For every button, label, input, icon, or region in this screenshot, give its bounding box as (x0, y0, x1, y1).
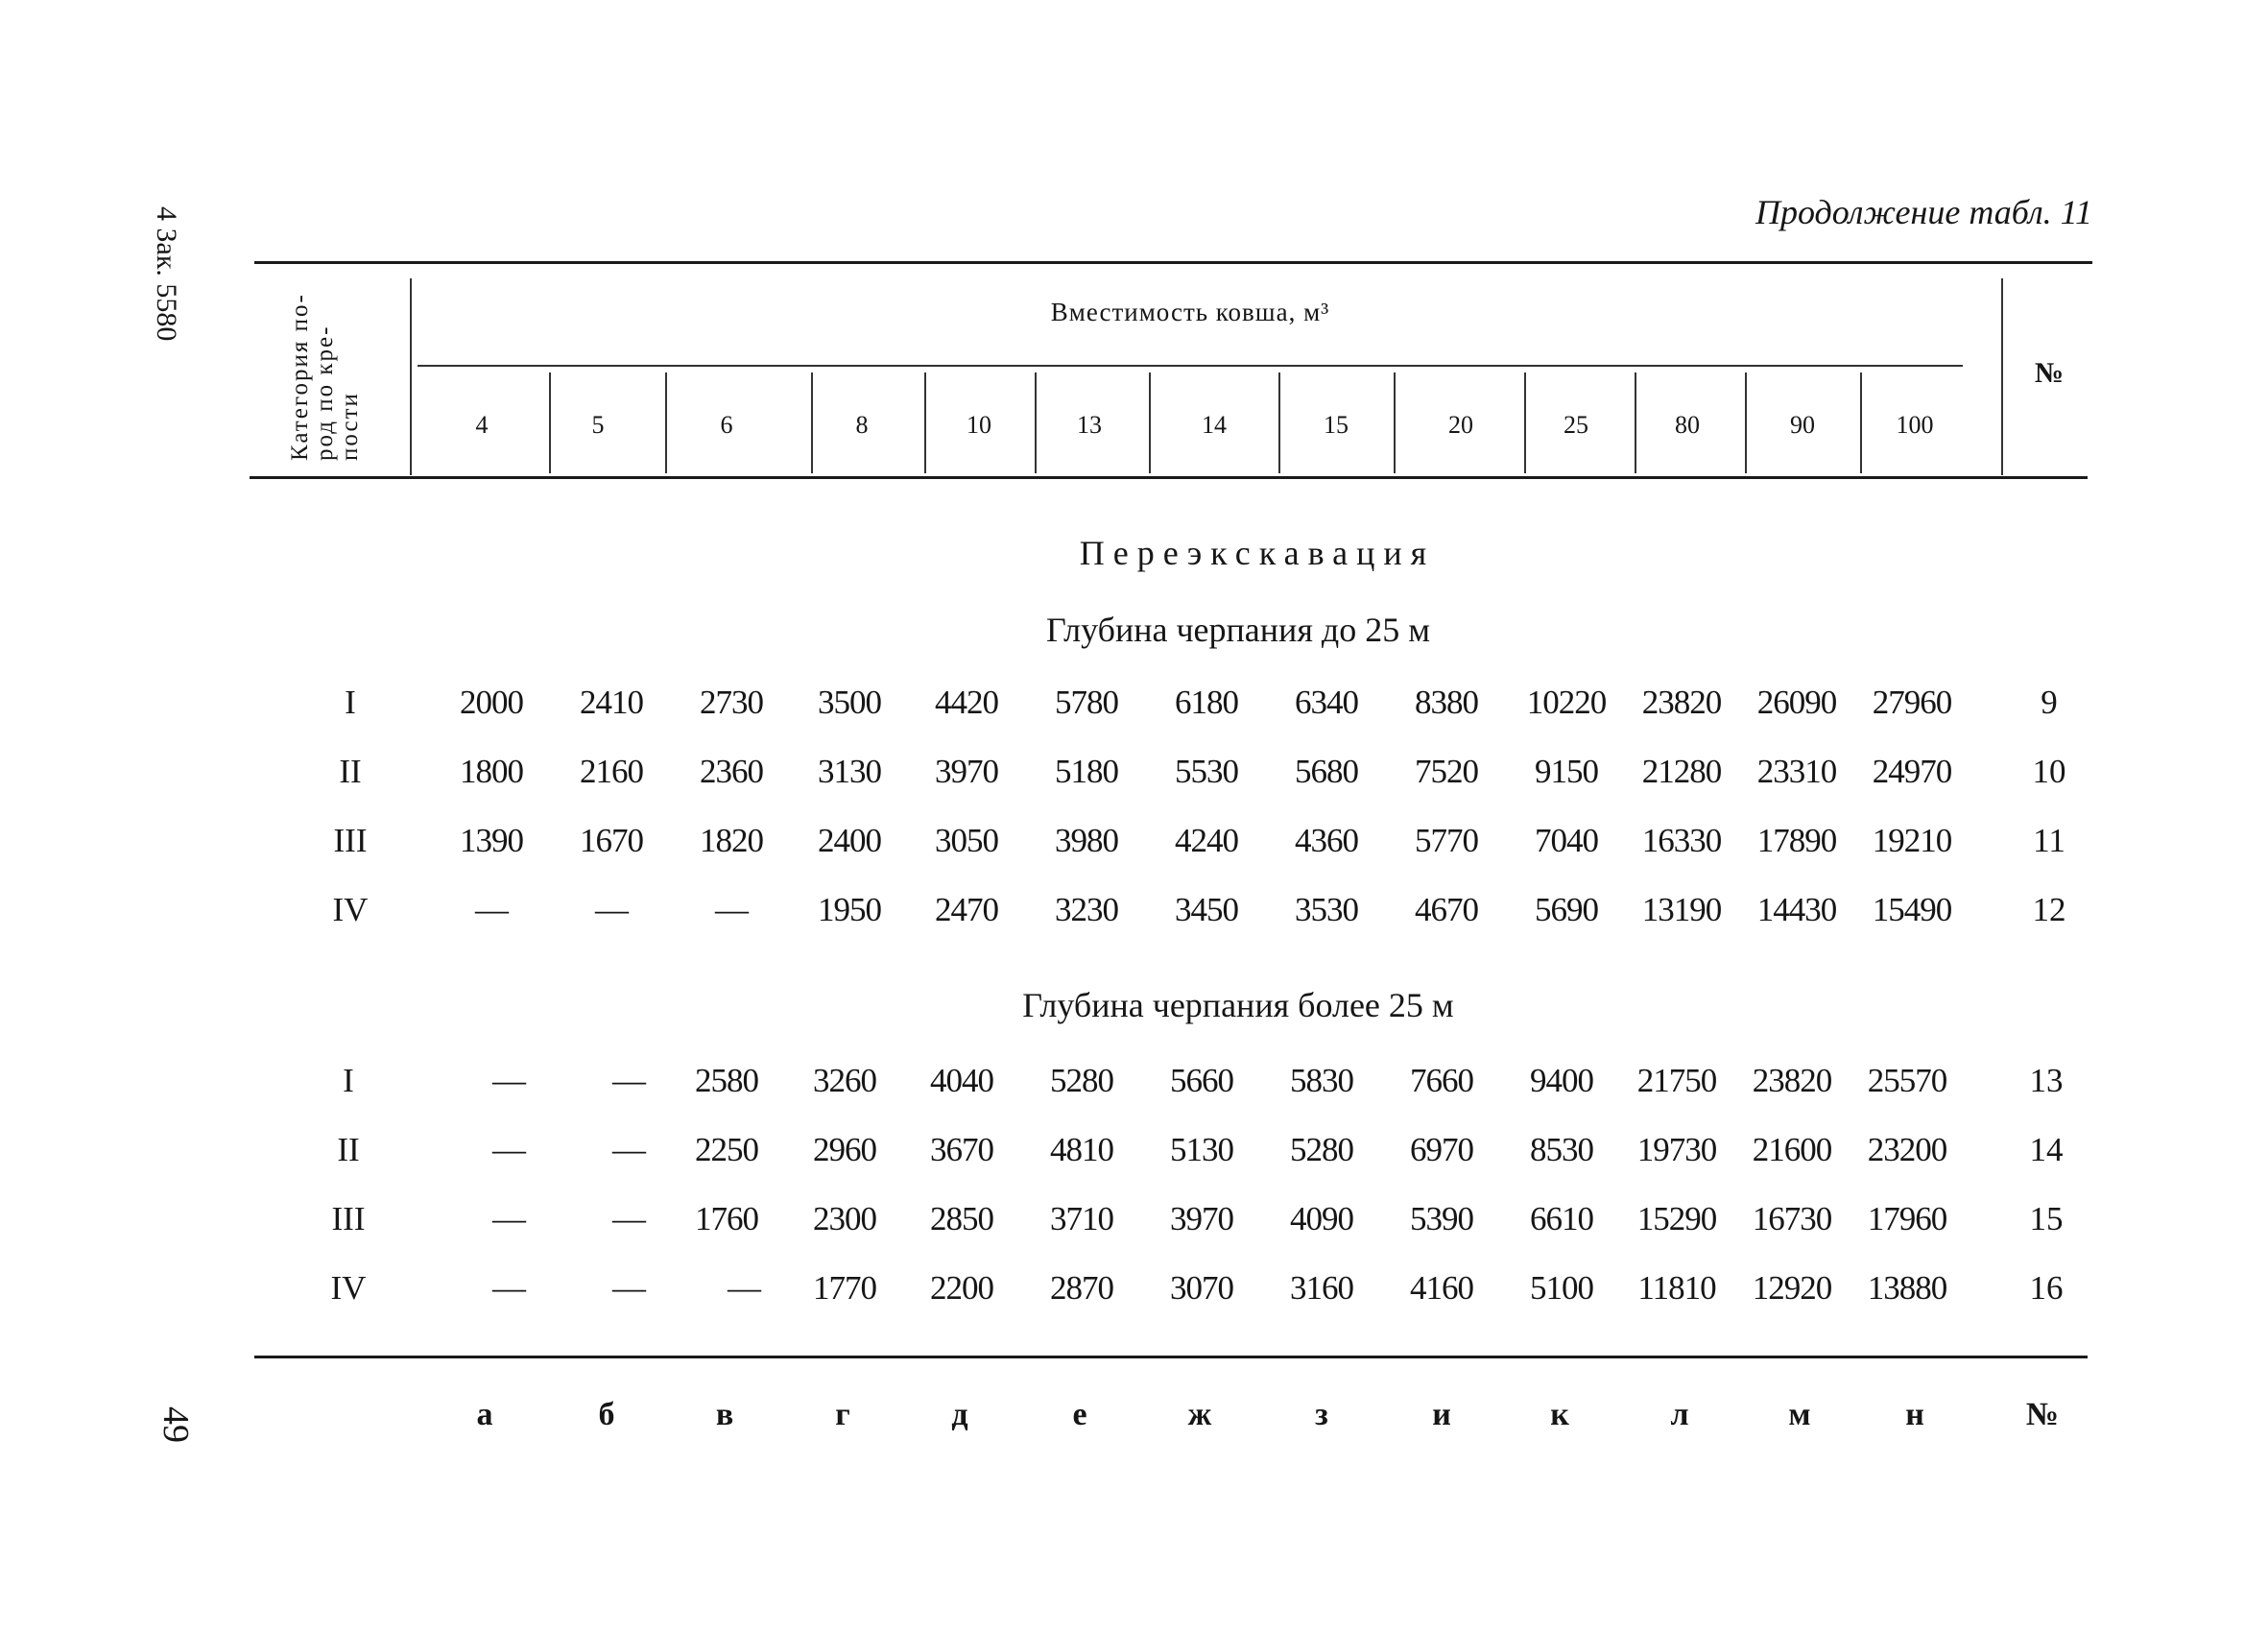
row-category: II (339, 753, 362, 790)
capacity-header: 13 (1077, 411, 1102, 439)
table-cell: 17890 (1756, 822, 1837, 859)
table-row (0, 1062, 2268, 1119)
table-cell: 15490 (1872, 891, 1952, 928)
table-cell: 13190 (1641, 891, 1722, 928)
row-number: 10 (2032, 753, 2066, 790)
header-divider (665, 372, 667, 473)
table-cell: 6610 (1530, 1200, 1593, 1237)
table-cell: 3530 (1295, 891, 1358, 928)
table-cell: 19210 (1872, 822, 1952, 859)
table-row (0, 684, 2268, 741)
table-cell: 27960 (1872, 684, 1952, 721)
column-letter: л (1670, 1397, 1689, 1432)
table-cell: 1800 (460, 753, 523, 790)
table-cell: 5830 (1290, 1062, 1353, 1099)
column-letter: б (598, 1397, 615, 1432)
table-cell: 7040 (1535, 822, 1598, 859)
capacity-header: 80 (1675, 411, 1700, 439)
table-cell: 3130 (818, 753, 881, 790)
column-letter: е (1072, 1397, 1087, 1432)
capacity-header: 8 (855, 411, 869, 439)
table-cell: — (492, 1131, 525, 1168)
capacity-header: 14 (1202, 411, 1227, 439)
table-cell: 21600 (1752, 1131, 1832, 1168)
row-number: 11 (2033, 822, 2065, 859)
table-cell: 3970 (935, 753, 998, 790)
table-cell: 6180 (1175, 684, 1238, 721)
row-category: III (331, 1200, 366, 1237)
table-cell: 23310 (1756, 753, 1837, 790)
table-cell: — (595, 891, 628, 928)
table-row (0, 1131, 2268, 1189)
table-cell: 12920 (1752, 1269, 1832, 1307)
table-cell: 21750 (1636, 1062, 1717, 1099)
table-cell: 2580 (695, 1062, 758, 1099)
row-number: 14 (2029, 1131, 2064, 1168)
table-cell: 24970 (1872, 753, 1952, 790)
table-cell: 5690 (1535, 891, 1598, 928)
table-cell: — (492, 1062, 525, 1099)
table-cell: 16330 (1641, 822, 1722, 859)
table-cell: 9400 (1530, 1062, 1593, 1099)
block-subtitle: Глубина черпания более 25 м (1022, 986, 1454, 1024)
capacity-header: 4 (475, 411, 489, 439)
block-subtitle: Глубина черпания до 25 м (1046, 611, 1430, 649)
table-cell: 17960 (1867, 1200, 1947, 1237)
table-cell: 1670 (580, 822, 643, 859)
table-cell: — (612, 1269, 645, 1307)
footer-rule (254, 1356, 2088, 1358)
table-cell: 7660 (1410, 1062, 1473, 1099)
table-cell: — (475, 891, 508, 928)
table-cell: 26090 (1756, 684, 1837, 721)
table-cell: 4360 (1295, 822, 1358, 859)
table-cell: 3450 (1175, 891, 1238, 928)
column-letter: м (1788, 1397, 1811, 1432)
header-top-rule (254, 261, 2092, 264)
table-cell: — (492, 1269, 525, 1307)
table-cell: 2730 (700, 684, 763, 721)
row-header-line: Категория по- (287, 293, 313, 461)
header-divider (410, 278, 412, 475)
table-cell: 14430 (1756, 891, 1837, 928)
table-cell: 15290 (1636, 1200, 1717, 1237)
table-cell: 2200 (930, 1269, 993, 1307)
table-cell: 25570 (1867, 1062, 1947, 1099)
table-cell: 5780 (1055, 684, 1118, 721)
table-cell: 23200 (1867, 1131, 1947, 1168)
row-category: I (345, 684, 356, 721)
row-number: 13 (2029, 1062, 2064, 1099)
section-title: Переэкскавация (1079, 534, 1436, 572)
table-cell: 2160 (580, 753, 643, 790)
table-cell: 7520 (1415, 753, 1478, 790)
column-letter: и (1432, 1397, 1451, 1432)
header-divider (1394, 372, 1396, 473)
column-letter-number: № (2025, 1397, 2060, 1432)
table-cell: 23820 (1752, 1062, 1832, 1099)
table-cell: 2870 (1050, 1269, 1113, 1307)
table-cell: 1950 (818, 891, 881, 928)
capacity-header: 25 (1564, 411, 1588, 439)
table-cell: 10220 (1526, 684, 1607, 721)
table-cell: 6340 (1295, 684, 1358, 721)
table-cell: 1820 (700, 822, 763, 859)
table-cell: 13880 (1867, 1269, 1947, 1307)
table-cell: 4160 (1410, 1269, 1473, 1307)
table-cell: 2470 (935, 891, 998, 928)
table-cell: 3500 (818, 684, 881, 721)
table-cell: 16730 (1752, 1200, 1832, 1237)
table-cell: 3230 (1055, 891, 1118, 928)
column-letter: з (1315, 1397, 1328, 1432)
table-cell: 5530 (1175, 753, 1238, 790)
table-cell: 5180 (1055, 753, 1118, 790)
table-cell: 4670 (1415, 891, 1478, 928)
continuation-title: Продолжение табл. 11 (1755, 193, 2092, 231)
table-cell: 5100 (1530, 1269, 1593, 1307)
column-letter: в (715, 1397, 734, 1432)
row-header-line: пости (337, 392, 363, 461)
row-category: I (343, 1062, 354, 1099)
page-number: 49 (155, 1406, 196, 1443)
column-letter: а (476, 1397, 493, 1432)
table-cell: 19730 (1636, 1131, 1717, 1168)
table-row (0, 753, 2268, 810)
table-row (0, 1269, 2268, 1327)
table-cell: 3980 (1055, 822, 1118, 859)
table-cell: 4090 (1290, 1200, 1353, 1237)
table-cell: 5390 (1410, 1200, 1473, 1237)
capacity-header: 5 (591, 411, 605, 439)
table-cell: 1760 (695, 1200, 758, 1237)
table-cell: 1390 (460, 822, 523, 859)
capacity-header: 6 (720, 411, 733, 439)
capacity-header: 15 (1324, 411, 1349, 439)
number-header: № (2034, 357, 2065, 389)
table-cell: 3710 (1050, 1200, 1113, 1237)
row-category: III (333, 822, 368, 859)
table-cell: — (612, 1131, 645, 1168)
table-cell: 2000 (460, 684, 523, 721)
table-cell: 3050 (935, 822, 998, 859)
table-cell: 21280 (1641, 753, 1722, 790)
table-cell: 1770 (813, 1269, 876, 1307)
row-header (288, 274, 363, 461)
table-cell: 4040 (930, 1062, 993, 1099)
row-category: IV (330, 1269, 367, 1307)
column-letter: д (951, 1397, 968, 1432)
table-cell: — (715, 891, 748, 928)
table-cell: 2850 (930, 1200, 993, 1237)
table-row (0, 891, 2268, 949)
table-cell: 3070 (1170, 1269, 1233, 1307)
row-number: 15 (2029, 1200, 2064, 1237)
table-cell: 6970 (1410, 1131, 1473, 1168)
row-header-line: род по кре- (312, 324, 338, 461)
table-cell: 23820 (1641, 684, 1722, 721)
column-letter: н (1905, 1397, 1924, 1432)
capacity-header: 20 (1448, 411, 1473, 439)
row-category: II (337, 1131, 360, 1168)
row-number: 9 (2041, 684, 2058, 721)
table-cell: — (728, 1269, 760, 1307)
row-number: 12 (2032, 891, 2066, 928)
table-cell: 2400 (818, 822, 881, 859)
table-cell: 5280 (1290, 1131, 1353, 1168)
table-cell: 3970 (1170, 1200, 1233, 1237)
table-cell: — (612, 1062, 645, 1099)
table-cell: 2300 (813, 1200, 876, 1237)
side-note: 4 Зак. 5580 (151, 206, 182, 342)
column-letter: ж (1187, 1397, 1212, 1432)
column-letter: к (1550, 1397, 1569, 1432)
table-cell: — (612, 1200, 645, 1237)
table-cell: 8380 (1415, 684, 1478, 721)
table-cell: 3160 (1290, 1269, 1353, 1307)
group-header: Вместимость ковша, м³ (1050, 298, 1330, 326)
table-cell: 3670 (930, 1131, 993, 1168)
table-cell: 9150 (1535, 753, 1598, 790)
table-cell: 5770 (1415, 822, 1478, 859)
table-cell: 2250 (695, 1131, 758, 1168)
table-cell: 4240 (1175, 822, 1238, 859)
header-divider (1149, 372, 1151, 473)
table-cell: 4420 (935, 684, 998, 721)
table-cell: 2960 (813, 1131, 876, 1168)
capacity-header: 10 (967, 411, 991, 439)
table-cell: 2410 (580, 684, 643, 721)
group-header-underline (418, 365, 1963, 367)
table-cell: 5280 (1050, 1062, 1113, 1099)
row-category: IV (332, 891, 369, 928)
table-cell: 8530 (1530, 1131, 1593, 1168)
table-cell: 2360 (700, 753, 763, 790)
row-number: 16 (2029, 1269, 2064, 1307)
table-row (0, 1200, 2268, 1258)
table-cell: 3260 (813, 1062, 876, 1099)
table-cell: 5660 (1170, 1062, 1233, 1099)
table-cell: 5130 (1170, 1131, 1233, 1168)
table-row (0, 822, 2268, 879)
table-cell: 4810 (1050, 1131, 1113, 1168)
table-cell: — (492, 1200, 525, 1237)
table-cell: 11810 (1637, 1269, 1716, 1307)
table-cell: 5680 (1295, 753, 1358, 790)
capacity-header: 100 (1896, 411, 1934, 439)
header-bottom-rule (250, 476, 2088, 479)
column-letter: г (835, 1397, 850, 1432)
capacity-header: 90 (1790, 411, 1815, 439)
